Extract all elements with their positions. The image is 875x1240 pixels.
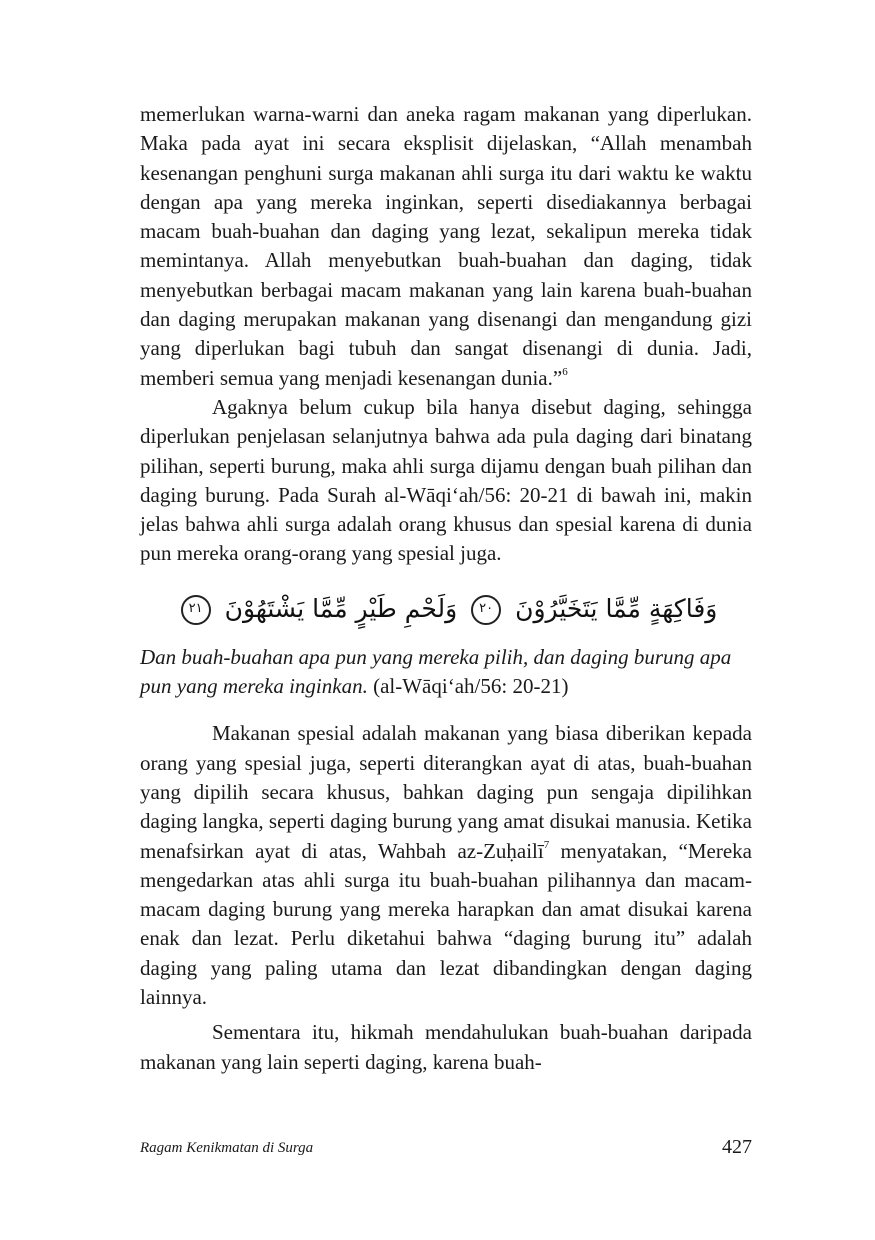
ayah-20-number-icon: ٢٠: [471, 595, 501, 625]
translation-reference: (al-Wāqi‘ah/56: 20-21): [367, 674, 569, 699]
paragraph-text: menyatakan, “Mereka mengedarkan atas ahli surga itu buah-buahan pilihannya dan macam-macam daging burung yang mereka harapkan dan amat disukai karena enak dan lezat. Perlu diketahui bahwa “daging burung itu” adalah daging yang paling utama dan lezat dibandingkan dengan daging lainnya.: [140, 838, 753, 1010]
ayah-20-text: وَفَاكِهَةٍ مِّمَّا يَتَخَيَّرُوْنَ: [515, 593, 718, 623]
ayah-21-text: وَلَحْمِ طَيْرٍ مِّمَّا يَشْتَهُوْنَ: [224, 593, 458, 623]
verse-translation: [140, 643, 752, 702]
paragraph-text: Makanan spesial adalah makanan yang biasa diberikan kepada orang yang spesial juga, seperti diterangkan ayat di atas, buah-buahan yang dipilih secara khusus, bahkan daging pun sengaja dipilihkan daging langka, seperti daging burung yang amat disukai manusia. Ketika menafsirkan ayat di atas, Wahbah az-Zuḥailī: [140, 721, 752, 863]
paragraph-wisdom: Sementara itu, hikmah mendahulukan buah-buahan daripada makanan yang lain seperti daging, karena buah-: [140, 1020, 752, 1074]
footnote-marker-6[interactable]: 6: [562, 365, 568, 378]
paragraph-intro-verse: Agaknya belum cukup bila hanya disebut daging, sehingga diperlukan penjelasan selanjutnya bahwa ada pula daging dari binatang pilihan, seperti burung, maka ahli surga dijamu dengan buah pilihan dan daging burung. Pada Surah al-Wāqi‘ah/56: 20-21 di bawah ini, makin jelas bahwa ahli surga adalah orang khusus dan spesial karena di dunia pun mereka orang-orang yang spesial juga.: [140, 394, 752, 566]
paragraph-text: memerlukan warna-warni dan aneka ragam makanan yang diperlukan. Maka pada ayat ini secara eksplisit dijelaskan, “Allah menambah kesenangan penghuni surga makanan ahli surga itu dari waktu ke waktu dengan apa yang mereka inginkan, seperti disediakannya berbagai macam buah-buahan dan daging yang lezat, sekalipun mereka tidak memintanya. Allah menyebutkan buah-buahan dan daging, tidak menyebutkan berbagai macam makanan yang lain karena buah-buahan dan daging merupakan makanan yang disenangi dan mengandung gizi yang diperlukan bagi tubuh dan sangat disenangi di dunia. Jadi, memberi semua yang menjadi kesenangan dunia.”: [140, 102, 752, 390]
paragraph-special-food: [140, 719, 752, 1012]
running-footer-title: Ragam Kenikmatan di Surga: [140, 1140, 314, 1156]
page-footer: [140, 1136, 752, 1164]
page-content: [140, 100, 752, 1077]
paragraph-continuation: [140, 100, 752, 393]
ayah-21-number-icon: ٢١: [181, 595, 211, 625]
quran-verse: [140, 587, 752, 631]
page-number: 427: [722, 1136, 752, 1158]
footnote-marker-7[interactable]: 7: [543, 838, 550, 851]
translation-text: Dan buah-buahan apa pun yang mereka pilih, dan daging burung apa pun yang mereka inginkan.: [140, 644, 732, 699]
